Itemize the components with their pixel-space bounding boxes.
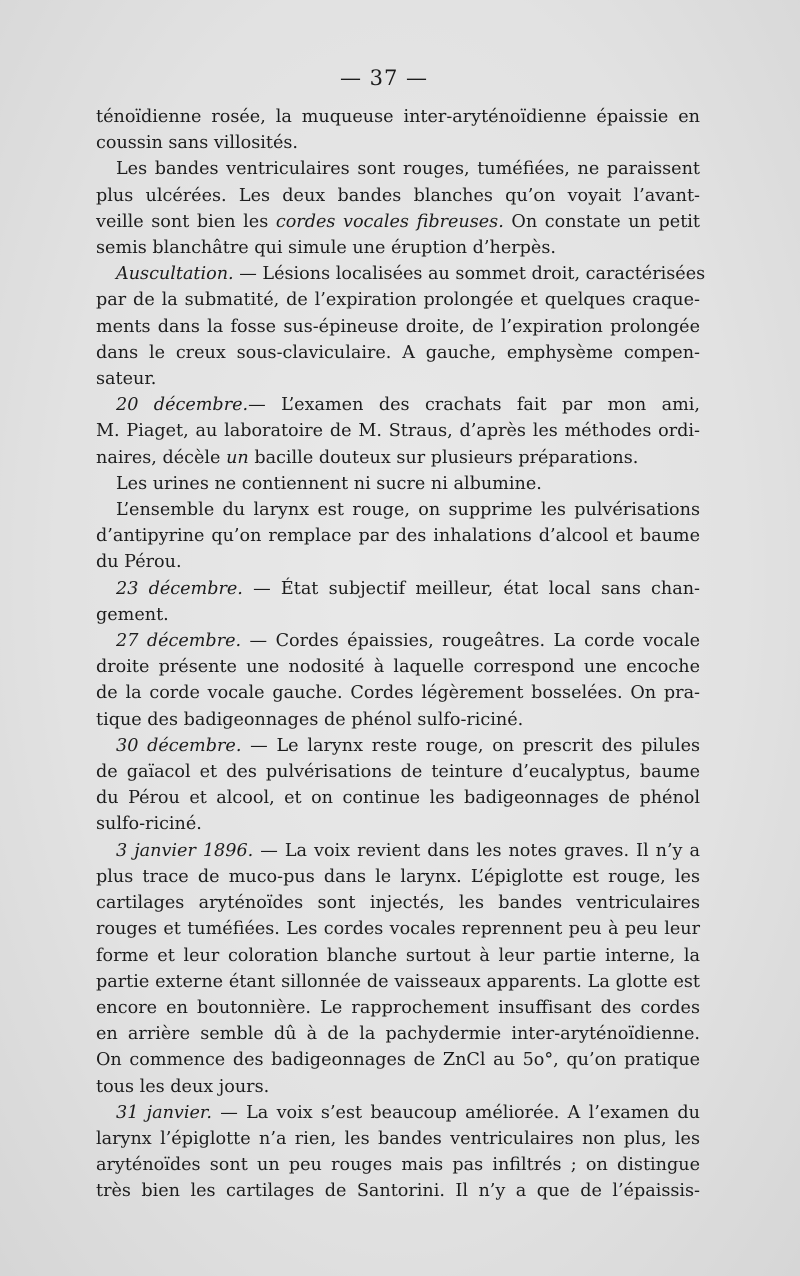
text-line: [96, 733, 700, 759]
text-segment: — Le larynx reste rouge, on prescrit des pilules: [241, 735, 701, 756]
text-line: plus trace de muco-pus dans le larynx. L’épiglotte est rouge, les: [96, 866, 700, 887]
text-line: [96, 209, 700, 235]
text-line: sateur.: [96, 369, 157, 390]
text-segment: bacille douteux sur plusieurs préparations.: [248, 447, 639, 468]
text-line: tique des badigeonnages de phénol sulfo-riciné.: [96, 709, 524, 730]
text-line: Les bandes ventriculaires sont rouges, tuméfiées, ne paraissent: [116, 159, 700, 180]
text-line: [96, 838, 700, 864]
text-line: très bien les cartilages de Santorini. Il n’y a que de l’épaissis-: [96, 1181, 700, 1202]
page-number: — 37 —: [339, 66, 429, 90]
text-line: [96, 1100, 700, 1126]
text-line: plus ulcérées. Les deux bandes blanches qu’on voyait l’avant-: [96, 185, 700, 206]
text-segment: — La voix revient dans les notes graves. Il n’y a: [253, 840, 700, 861]
text-line: On commence des badigeonnages de ZnCl au 5o°, qu’on pratique: [96, 1050, 700, 1071]
text-segment: — Lésions localisées au sommet droit, caractérisées: [233, 264, 706, 285]
text-line: coussin sans villosités.: [96, 133, 299, 154]
italic-segment: 30 décembre.: [116, 735, 242, 756]
text-segment: — L’examen des crachats fait par mon ami,: [248, 395, 701, 416]
text-line: [96, 445, 700, 471]
text-line: du Pérou.: [96, 552, 182, 573]
text-line: partie externe étant sillonnée de vaisseaux apparents. La glotte est: [96, 971, 700, 992]
italic-segment: 23 décembre.: [116, 578, 243, 599]
italic-segment: 20 décembre.: [116, 395, 249, 416]
text-line: [96, 628, 700, 654]
text-segment: veille sont bien les: [96, 211, 276, 232]
italic-segment: 27 décembre.: [116, 631, 242, 652]
text-line: [96, 261, 706, 287]
text-line: par de la submatité, de l’expiration prolongée et quelques craque-: [96, 290, 700, 311]
text-line: rouges et tuméfiées. Les cordes vocales reprennent peu à peu leur: [96, 919, 700, 940]
italic-segment: Auscultation.: [116, 264, 234, 285]
text-line: L’ensemble du larynx est rouge, on supprime les pulvérisations: [116, 500, 700, 521]
text-line: semis blanchâtre qui simule une éruption d’herpès.: [96, 238, 556, 259]
body-text: [96, 104, 706, 1205]
text-line: Les urines ne contiennent ni sucre ni albumine.: [116, 473, 542, 494]
text-line: en arrière semble dû à de la pachydermie inter-aryténoïdienne.: [96, 1024, 700, 1045]
text-segment: — État subjectif meilleur, état local sans chan-: [242, 578, 700, 599]
text-line: sulfo-riciné.: [96, 814, 202, 835]
text-segment: On constate un petit: [503, 211, 700, 232]
text-line: d’antipyrine qu’on remplace par des inhalations d’alcool et baume: [96, 526, 700, 547]
text-line: [96, 576, 700, 602]
italic-segment: cordes vocales fibreuses.: [275, 211, 504, 232]
text-line: forme et leur coloration blanche surtout à leur partie interne, la: [96, 945, 700, 966]
text-line: ténoïdienne rosée, la muqueuse inter-aryténoïdienne épaissie en: [96, 107, 700, 127]
text-line: cartilages aryténoïdes sont injectés, les bandes ventriculaires: [96, 893, 700, 914]
italic-segment: un: [226, 447, 249, 468]
text-line: [96, 392, 700, 418]
text-line: du Pérou et alcool, et on continue les badigeonnages de phénol: [96, 788, 700, 809]
text-line: dans le creux sous-claviculaire. A gauche, emphysème compen-: [96, 342, 700, 363]
text-line: de la corde vocale gauche. Cordes légèrement bosselées. On pra-: [96, 683, 700, 704]
text-line: M. Piaget, au laboratoire de M. Straus, d’après les méthodes ordi-: [96, 421, 700, 442]
text-line: ments dans la fosse sus-épineuse droite, de l’expiration prolongée: [96, 316, 700, 337]
text-line: encore en boutonnière. Le rapprochement insuffisant des cordes: [96, 997, 700, 1018]
italic-segment: 31 janvier.: [116, 1102, 212, 1123]
text-line: larynx l’épiglotte n’a rien, les bandes ventriculaires non plus, les: [96, 1128, 700, 1149]
text-line: gement.: [96, 604, 169, 625]
text-segment: naires, décèle: [96, 447, 227, 468]
text-line: tous les deux jours.: [96, 1076, 270, 1097]
text-segment: — Cordes épaissies, rougeâtres. La corde vocale: [241, 631, 701, 652]
text-line: aryténoïdes sont un peu rouges mais pas infiltrés ; on distingue: [96, 1155, 700, 1176]
italic-segment: 3 janvier 1896.: [116, 840, 254, 861]
text-segment: — La voix s’est beaucoup améliorée. A l’examen du: [211, 1102, 700, 1123]
text-line: de gaïacol et des pulvérisations de teinture d’eucalyptus, baume: [96, 762, 700, 783]
text-line: droite présente une nodosité à laquelle correspond une encoche: [96, 657, 700, 678]
